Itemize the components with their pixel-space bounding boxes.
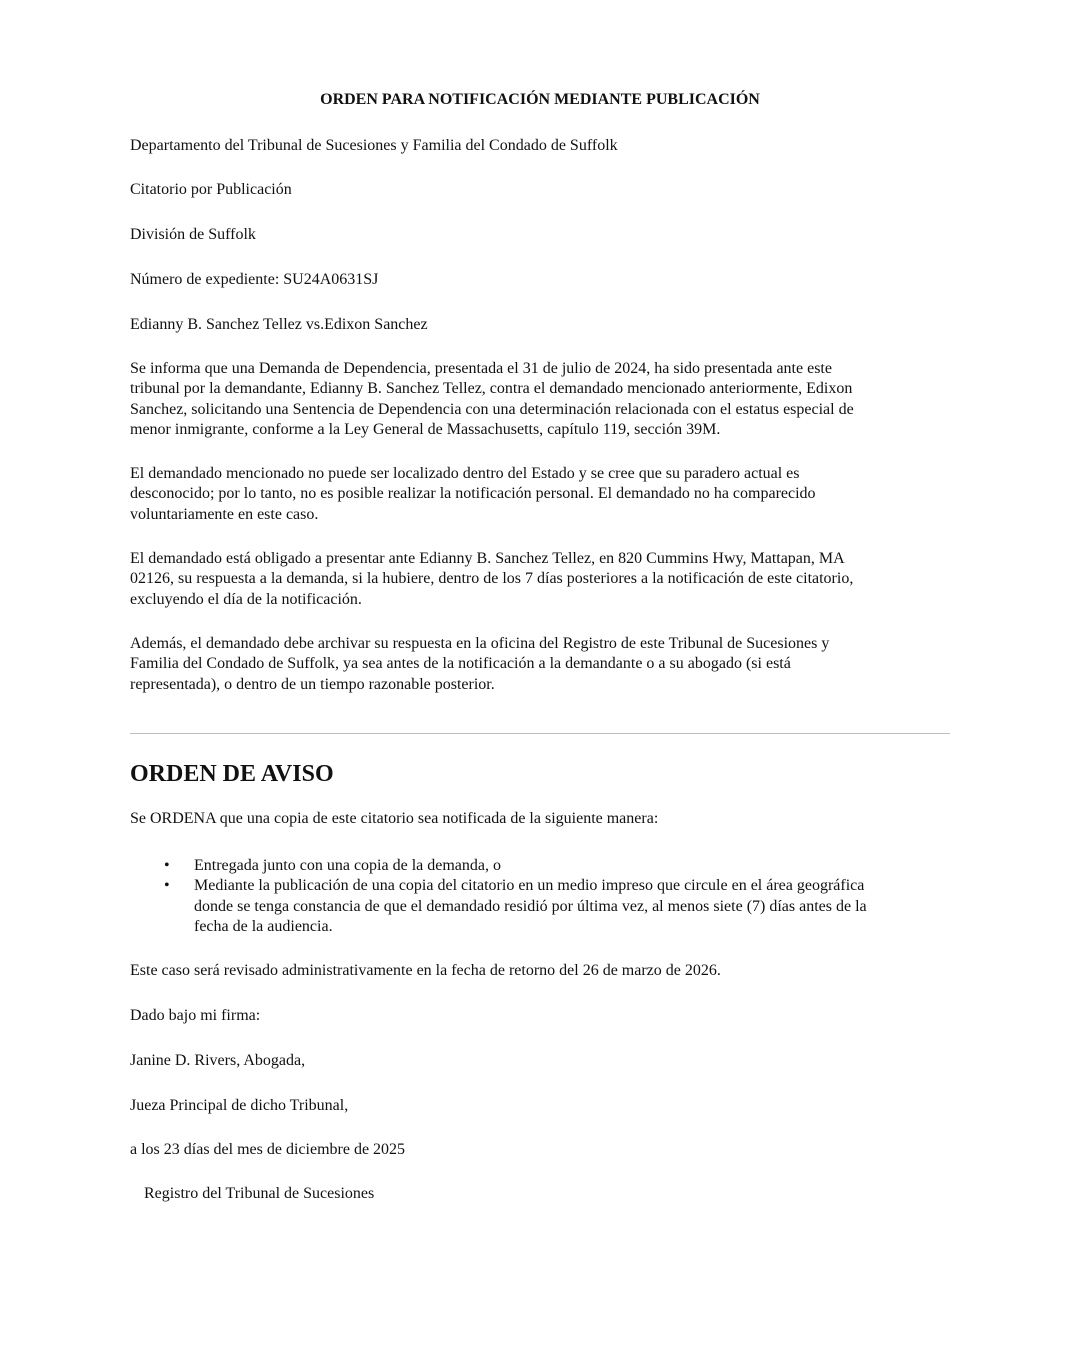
- paragraph-line: Además, el demandado debe archivar su respuesta en la oficina del Registro de este Tribunal de Sucesiones y: [130, 635, 830, 652]
- service-methods-list: [130, 856, 960, 937]
- department-line: Departamento del Tribunal de Sucesiones y Familia del Condado de Suffolk: [130, 137, 618, 154]
- docket-number-line: Número de expediente: SU24A0631SJ: [130, 271, 379, 288]
- paragraph-filing: [130, 634, 960, 695]
- paragraph-line: 02126, su respuesta a la demanda, si la hubiere, dentro de los 7 días posteriores a la notificación de este citatorio,: [130, 570, 854, 588]
- order-intro: Se ORDENA que una copia de este citatorio sea notificada de la siguiente manera:: [130, 810, 659, 827]
- list-item-text: Entregada junto con una copia de la demanda, o: [194, 857, 501, 874]
- signature-intro: Dado bajo mi firma:: [130, 1007, 261, 1024]
- paragraph-line: menor inmigrante, conforme a la Ley General de Massachusetts, capítulo 119, sección 39M.: [130, 420, 721, 438]
- citation-line: Citatorio por Publicación: [130, 181, 292, 198]
- list-item-text: donde se tenga constancia de que el demandado residió por última vez, al menos siete (7) días antes de la: [194, 897, 867, 915]
- paragraph-line: Se informa que una Demanda de Dependencia, presentada el 31 de julio de 2024, ha sido presentada ante este: [130, 360, 832, 377]
- paragraph-line: excluyendo el día de la notificación.: [130, 590, 362, 608]
- paragraph-line: tribunal por la demandante, Edianny B. Sanchez Tellez, contra el demandado mencionado anteriormente, Edixon: [130, 380, 853, 398]
- paragraph-line: representada), o dentro de un tiempo razonable posterior.: [130, 675, 495, 693]
- review-date-line: Este caso será revisado administrativamente en la fecha de retorno del 26 de marzo de 2026.: [130, 962, 721, 979]
- paragraph-line: desconocido; por lo tanto, no es posible realizar la notificación personal. El demandado no ha comparecido: [130, 485, 816, 503]
- order-heading: ORDEN DE AVISO: [130, 761, 334, 787]
- registry-line: Registro del Tribunal de Sucesiones: [144, 1185, 375, 1202]
- paragraph-line: Familia del Condado de Suffolk, ya sea antes de la notificación a la demandante o a su abogado (si está: [130, 655, 791, 673]
- section-divider: [130, 733, 950, 734]
- paragraph-line: Sanchez, solicitando una Sentencia de Dependencia con una determinación relacionada con el estatus especial de: [130, 400, 854, 418]
- signature-date: a los 23 días del mes de diciembre de 2025: [130, 1141, 406, 1158]
- paragraph-petition: [130, 359, 960, 440]
- parties-line: Edianny B. Sanchez Tellez vs.Edixon Sanchez: [130, 316, 428, 333]
- list-item-text: Mediante la publicación de una copia del citatorio en un medio impreso que circule en el área geográfica: [194, 877, 865, 895]
- paragraph-whereabouts: [130, 464, 960, 525]
- bullet-icon: •: [164, 857, 170, 874]
- paragraph-line: El demandado está obligado a presentar ante Edianny B. Sanchez Tellez, en 820 Cummins Hwy, Mattapan, MA: [130, 550, 845, 567]
- bullet-icon: •: [164, 877, 170, 895]
- list-item-text: fecha de la audiencia.: [194, 917, 333, 935]
- list-item: [130, 856, 960, 876]
- signer-name: Janine D. Rivers, Abogada,: [130, 1052, 306, 1069]
- paragraph-line: El demandado mencionado no puede ser localizado dentro del Estado y se cree que su paradero actual es: [130, 465, 800, 482]
- signer-title: Jueza Principal de dicho Tribunal,: [130, 1097, 349, 1114]
- division-line: División de Suffolk: [130, 226, 256, 243]
- paragraph-response-obligation: [130, 549, 960, 610]
- list-item: [130, 876, 960, 937]
- document-title: ORDEN PARA NOTIFICACIÓN MEDIANTE PUBLICACIÓN: [320, 91, 760, 108]
- paragraph-line: voluntariamente en este caso.: [130, 505, 319, 523]
